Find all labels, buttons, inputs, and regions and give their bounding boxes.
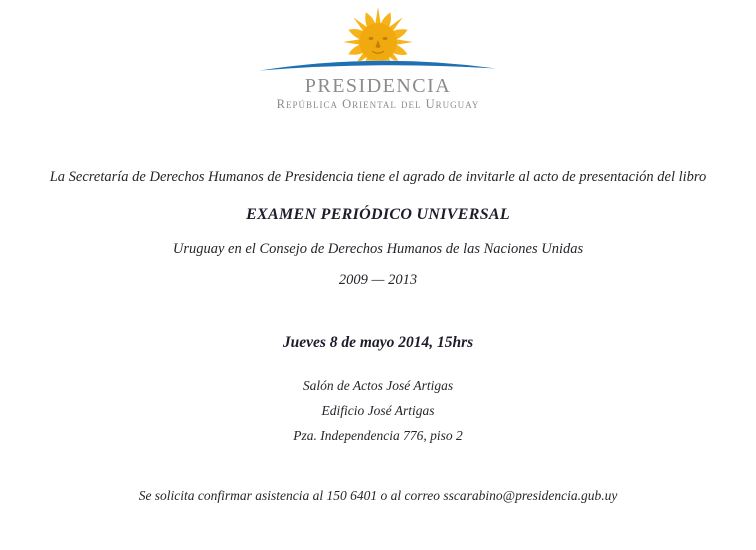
venue-line: Salón de Actos José Artigas <box>302 378 454 393</box>
invitation-body <box>0 168 756 504</box>
book-subtitle: Uruguay en el Consejo de Derechos Humanos de las Naciones Unidas <box>172 241 584 257</box>
sun-and-arc-logo <box>258 4 498 76</box>
period-years: 2009 — 2013 <box>338 272 418 288</box>
logo-wordmark: PRESIDENCIA <box>304 75 452 97</box>
logo-subtitle: República Oriental del Uruguay <box>276 97 480 111</box>
venue-line: Edificio José Artigas <box>321 403 435 418</box>
rsvp-note: Se solicita confirmar asistencia al 150 6401 o al correo sscarabino@presidencia.gub.uy <box>138 488 618 503</box>
event-datetime: Jueves 8 de mayo 2014, 15hrs <box>282 334 474 351</box>
venue-line: Pza. Independencia 776, piso 2 <box>293 428 463 443</box>
invitation-intro: La Secretaría de Derechos Humanos de Presidencia tiene el agrado de invitarle al acto de presentación del libro <box>49 169 707 185</box>
book-title: EXAMEN PERIÓDICO UNIVERSAL <box>246 206 510 223</box>
presidencia-logo <box>0 4 756 111</box>
